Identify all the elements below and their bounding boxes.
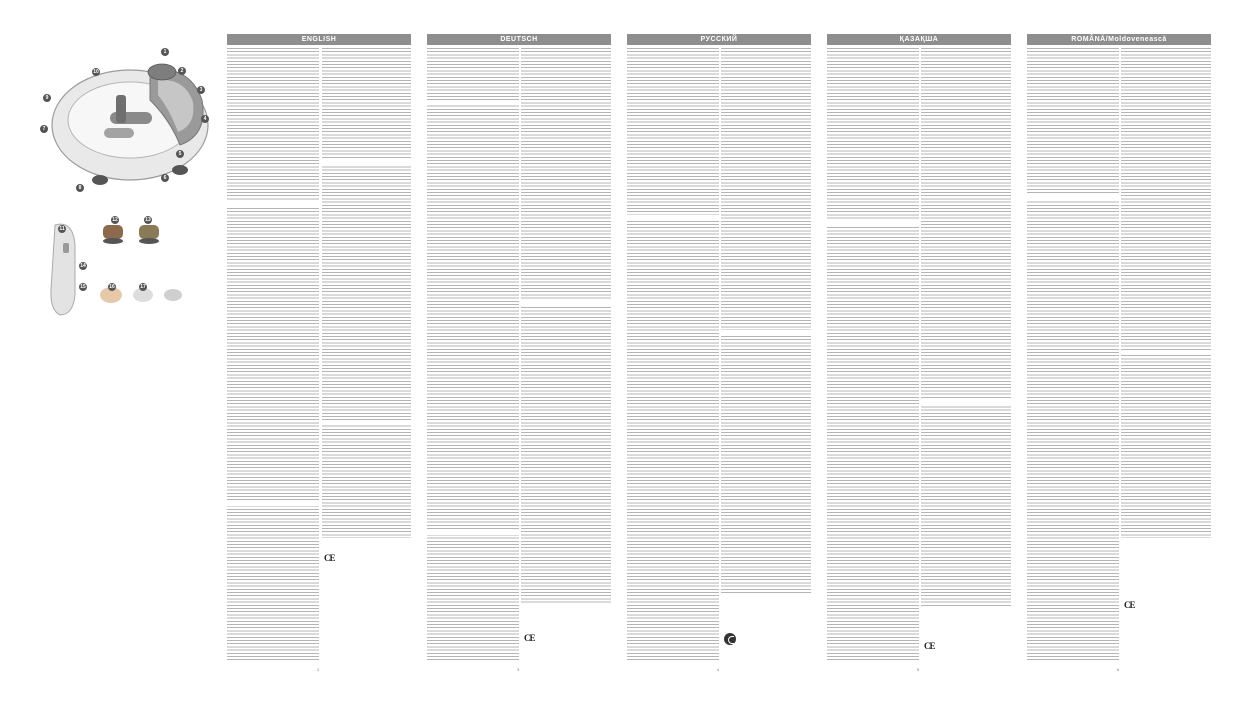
page-number-5: 5 [917, 667, 920, 672]
callout-11: 11 [59, 226, 65, 232]
callout-9: 9 [43, 94, 51, 102]
callout-5: 5 [176, 150, 184, 158]
eac-mark-russian [724, 633, 736, 645]
callout-14: 14 [80, 263, 86, 269]
callout-6: 6 [161, 174, 169, 182]
text-block-romana-right [1121, 48, 1211, 538]
text-block-kazakh-right [921, 48, 1011, 608]
text-block-kazakh-left [827, 48, 919, 660]
callout-17: 17 [140, 284, 146, 290]
page-number-3: 3 [517, 667, 520, 672]
text-block-deutsch-left [427, 48, 519, 660]
callout-13: 13 [145, 217, 151, 223]
text-block-english-right [322, 48, 411, 538]
page-number-6: 6 [1117, 667, 1120, 672]
callout-7: 7 [40, 125, 48, 133]
foot-bath-illustration [30, 40, 220, 200]
callout-10: 10 [93, 69, 99, 75]
page-number-2: 2 [317, 667, 320, 672]
header-deutsch: DEUTSCH [427, 34, 611, 45]
callout-8: 8 [76, 184, 84, 192]
text-block-russian-right [721, 48, 811, 593]
callout-1: 1 [161, 48, 169, 56]
text-block-deutsch-right [521, 48, 611, 603]
callout-12: 12 [112, 217, 118, 223]
header-english: ENGLISH [227, 34, 411, 45]
callout-2: 2 [178, 67, 186, 75]
callout-16: 16 [109, 284, 115, 290]
callout-3: 3 [197, 86, 205, 94]
ce-mark-romana: CE [1124, 600, 1135, 610]
ce-mark-english: CE [324, 553, 335, 563]
ce-mark-deutsch: CE [524, 633, 535, 643]
header-kazakh: ҚАЗАҚША [827, 34, 1011, 45]
text-block-intro [227, 48, 319, 660]
ce-mark-kazakh: CE [924, 641, 935, 651]
header-romana: ROMÂNĂ/Moldovenească [1027, 34, 1211, 45]
text-block-romana-left [1027, 48, 1119, 660]
page-number-4: 4 [717, 667, 720, 672]
text-block-russian-left [627, 48, 719, 660]
callout-4: 4 [201, 115, 209, 123]
header-russian: РУССКИЙ [627, 34, 811, 45]
attachments-illustration [45, 215, 185, 325]
callout-15: 15 [80, 284, 86, 290]
